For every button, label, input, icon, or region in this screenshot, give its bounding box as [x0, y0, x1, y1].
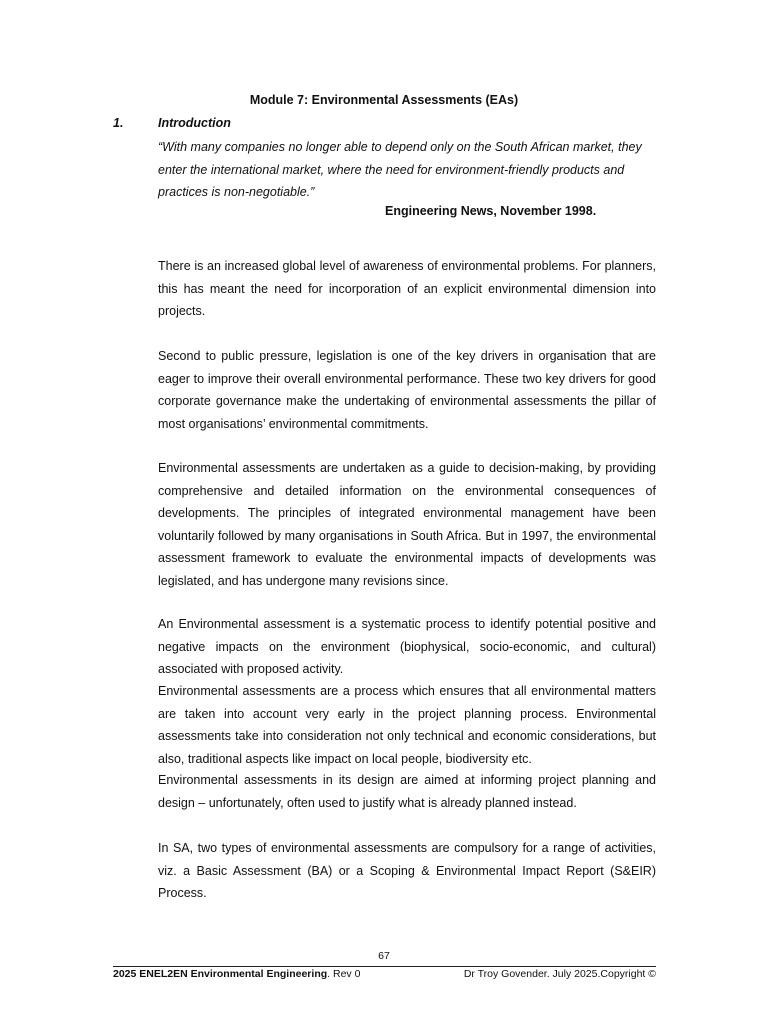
footer-author: Dr Troy Govender. July 2025.Copyright ©	[463, 968, 656, 980]
paragraph-legislation: Second to public pressure, legislation is one of the key drivers in organisation that are eager to improve their overall environmental performance. These two key drivers for good corporate governance make the undertaking of environmental assessments the pillar of most organisations’ environmental commitments.	[158, 349, 656, 431]
paragraph-sa-types: In SA, two types of environmental assessments are compulsory for a range of activities, viz. a Basic Assessment (BA) or a Scoping & Environmental Impact Report (S&EIR) Process.	[158, 841, 656, 900]
intro-quote: “With many companies no longer able to depend only on the South African market, they enter the international market, where the need for environment-friendly products and practices is non-negotiable.”	[158, 140, 642, 199]
footer-course-name: 2025 ENEL2EN Environmental Engineering	[113, 968, 328, 980]
footer-course	[113, 968, 360, 980]
module-title: Module 7: Environmental Assessments (EAs)	[249, 93, 519, 107]
paragraph-decision-making: Environmental assessments are undertaken as a guide to decision-making, by providing comprehensive and detailed information on the environmental consequences of developments. The principles of integrated environmental management have been voluntarily followed by many organisations in South Africa. But in 1997, the environmental assessment framework to evaluate the environmental impacts of developments was legislated, and has undergone many revisions since.	[158, 461, 656, 588]
section-title: Introduction	[158, 116, 231, 130]
paragraph-design: Environmental assessments in its design are aimed at informing project planning and design – unfortunately, often used to justify what is already planned instead.	[158, 773, 656, 810]
paragraph-awareness: There is an increased global level of awareness of environmental problems. For planners, this has meant the need for incorporation of an explicit environmental dimension into projects.	[158, 259, 656, 318]
page-number: 67	[378, 950, 390, 962]
section-number: 1.	[113, 116, 124, 130]
quote-source: Engineering News, November 1998.	[385, 204, 597, 218]
paragraph-definition: An Environmental assessment is a systematic process to identify potential positive and negative impacts on the environment (biophysical, socio-economic, and cultural) associated with proposed activity.	[158, 617, 656, 676]
footer-revision: . Rev 0	[327, 968, 361, 980]
paragraph-process: Environmental assessments are a process which ensures that all environmental matters are taken into account very early in the project planning process. Environmental assessments take into consideration not only technical and economic considerations, but also, traditional aspects like impact on local people, biodiversity etc.	[158, 684, 656, 766]
footer-divider	[113, 966, 656, 967]
